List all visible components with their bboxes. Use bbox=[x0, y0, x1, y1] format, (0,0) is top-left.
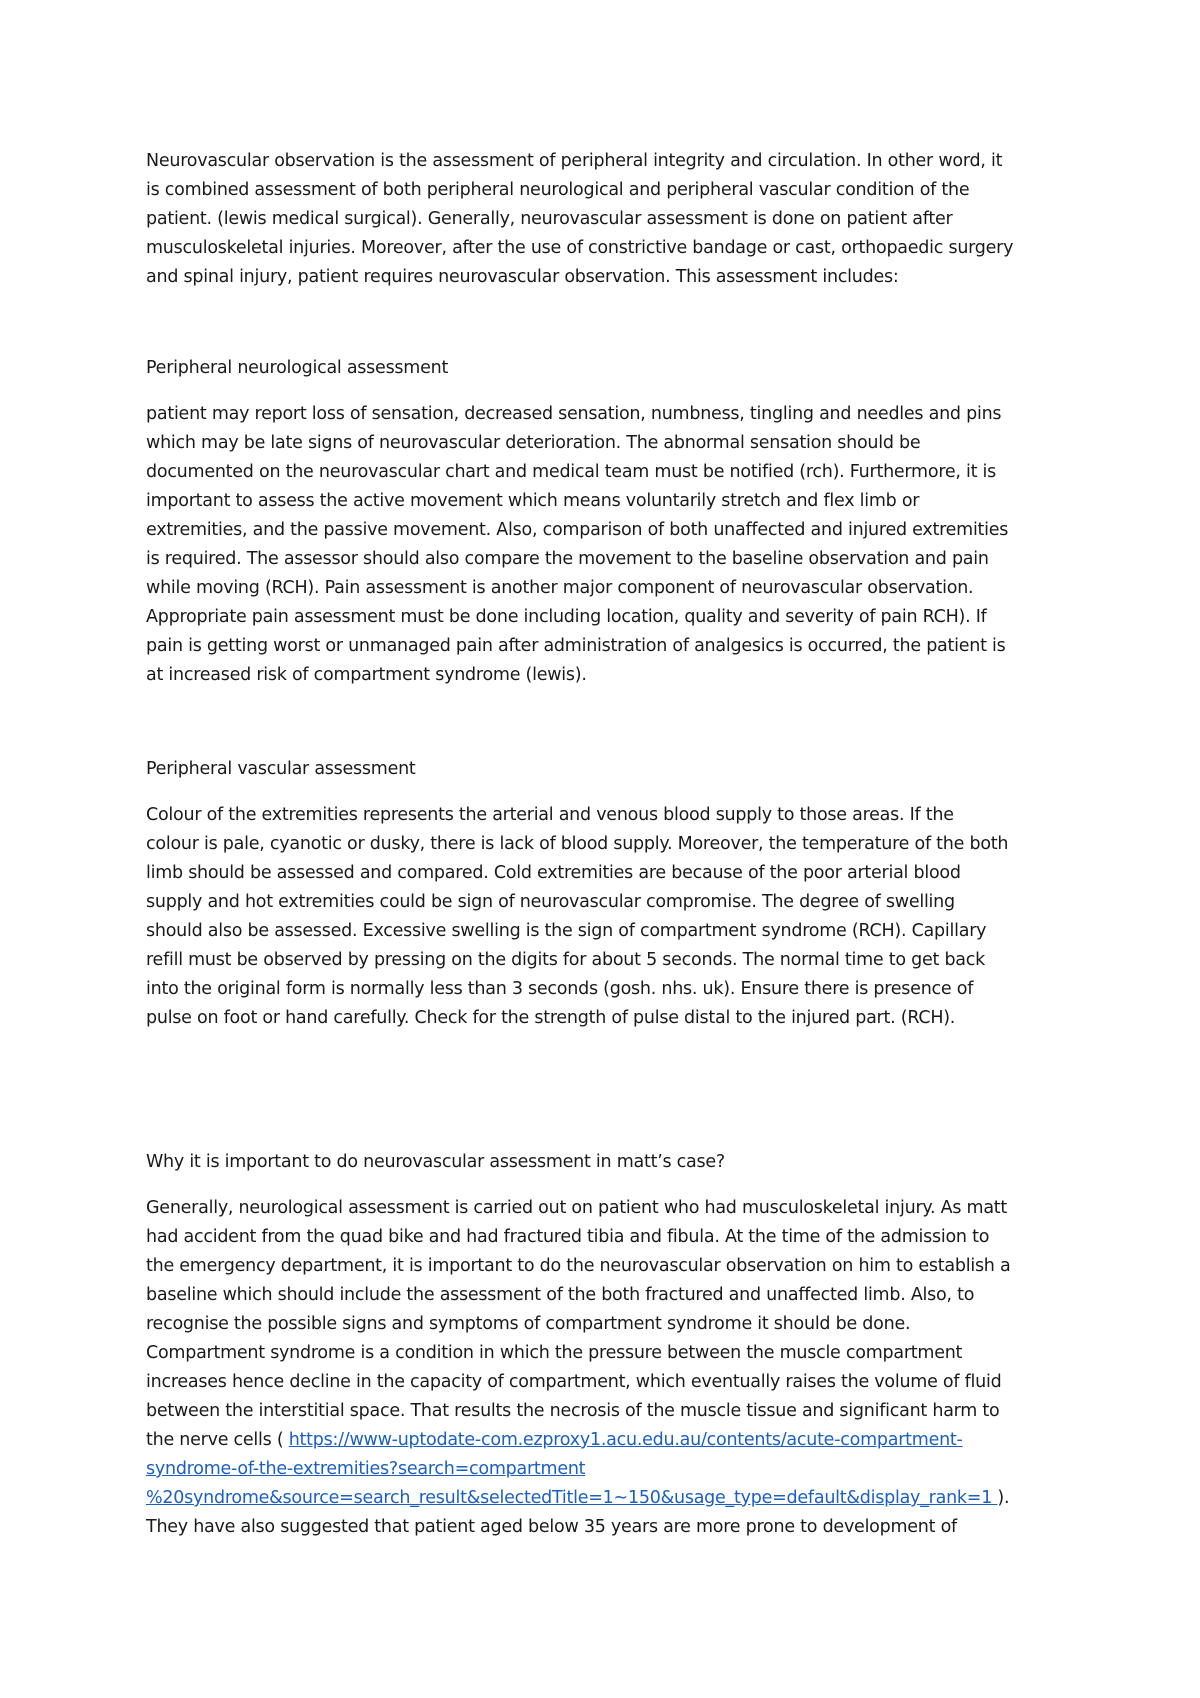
text-line: Colour of the extremities represents the arterial and venous blood supply to those areas. If the bbox=[146, 805, 954, 825]
text-line: extremities, and the passive movement. Also, comparison of both unaffected and injured extremities bbox=[146, 520, 1009, 540]
text-line: into the original form is normally less than 3 seconds (gosh. nhs. uk). Ensure there is presence of bbox=[146, 979, 974, 999]
text-line: Compartment syndrome is a condition in which the pressure between the muscle compartment bbox=[146, 1343, 963, 1363]
text-line: They have also suggested that patient aged below 35 years are more prone to development of bbox=[146, 1517, 957, 1537]
text-line: baseline which should include the assessment of the both fractured and unaffected limb. Also, to bbox=[146, 1285, 975, 1305]
section-heading-vascular: Peripheral vascular assessment bbox=[146, 759, 416, 779]
text-line: while moving (RCH). Pain assessment is another major component of neurovascular observation. bbox=[146, 578, 974, 598]
section-heading-neurological: Peripheral neurological assessment bbox=[146, 358, 449, 378]
text-line: supply and hot extremities could be sign of neurovascular compromise. The degree of swelling bbox=[146, 892, 955, 912]
text-line: and spinal injury, patient requires neurovascular observation. This assessment includes: bbox=[146, 267, 899, 287]
text-line: is combined assessment of both peripheral neurological and peripheral vascular condition of the bbox=[146, 180, 970, 200]
text-line: patient. (lewis medical surgical). Generally, neurovascular assessment is done on patient after bbox=[146, 209, 953, 229]
text-line: recognise the possible signs and symptoms of compartment syndrome it should be done. bbox=[146, 1314, 911, 1334]
text-line: had accident from the quad bike and had fractured tibia and fibula. At the time of the admission to bbox=[146, 1227, 990, 1247]
text-line: Generally, neurological assessment is carried out on patient who had musculoskeletal injury. As matt bbox=[146, 1198, 1008, 1218]
reference-link-part-2[interactable]: syndrome-of-the-extremities?search=compartment bbox=[146, 1459, 586, 1479]
link-suffix: ). bbox=[997, 1488, 1010, 1508]
text-line: Appropriate pain assessment must be done including location, quality and severity of pain RCH). If bbox=[146, 607, 987, 627]
link-prefix: the nerve cells ( bbox=[146, 1430, 289, 1450]
text-line: pain is getting worst or unmanaged pain after administration of analgesics is occurred, the patient is bbox=[146, 636, 1006, 656]
text-line: the emergency department, it is important to do the neurovascular observation on him to establish a bbox=[146, 1256, 1011, 1276]
text-line: refill must be observed by pressing on the digits for about 5 seconds. The normal time to get back bbox=[146, 950, 986, 970]
reference-link-part-3[interactable]: %20syndrome&source=search_result&selectedTitle=1~150&usage_type=default&display_rank=1 bbox=[146, 1488, 998, 1508]
text-line: musculoskeletal injuries. Moreover, after the use of constrictive bandage or cast, orthopaedic surgery bbox=[146, 238, 1014, 258]
reference-link-part-1[interactable]: https://www-uptodate-com.ezproxy1.acu.edu.au/contents/acute-compartment- bbox=[288, 1430, 963, 1450]
text-line: increases hence decline in the capacity of compartment, which eventually raises the volume of fluid bbox=[146, 1372, 1002, 1392]
text-line: important to assess the active movement which means voluntarily stretch and flex limb or bbox=[146, 491, 920, 511]
text-line: documented on the neurovascular chart and medical team must be notified (rch). Furthermore, it is bbox=[146, 462, 997, 482]
text-line: should also be assessed. Excessive swelling is the sign of compartment syndrome (RCH). Capillary bbox=[146, 921, 987, 941]
text-line: limb should be assessed and compared. Cold extremities are because of the poor arterial blood bbox=[146, 863, 961, 883]
text-line bbox=[146, 1458, 585, 1480]
text-line: between the interstitial space. That results the necrosis of the muscle tissue and significant harm to bbox=[146, 1401, 1000, 1421]
text-line: Neurovascular observation is the assessment of peripheral integrity and circulation. In other word, it bbox=[146, 151, 1003, 171]
text-line: at increased risk of compartment syndrome (lewis). bbox=[146, 665, 587, 685]
text-line bbox=[146, 1429, 963, 1451]
text-line: is required. The assessor should also compare the movement to the baseline observation and pain bbox=[146, 549, 989, 569]
text-line bbox=[146, 1487, 1009, 1509]
text-line: which may be late signs of neurovascular deterioration. The abnormal sensation should be bbox=[146, 433, 921, 453]
text-line: colour is pale, cyanotic or dusky, there is lack of blood supply. Moreover, the temperature of the both bbox=[146, 834, 1009, 854]
section-heading-why: Why it is important to do neurovascular assessment in matt’s case? bbox=[146, 1152, 725, 1172]
text-line: patient may report loss of sensation, decreased sensation, numbness, tingling and needles and pins bbox=[146, 404, 1002, 424]
text-line: pulse on foot or hand carefully. Check for the strength of pulse distal to the injured part. (RCH). bbox=[146, 1008, 956, 1028]
